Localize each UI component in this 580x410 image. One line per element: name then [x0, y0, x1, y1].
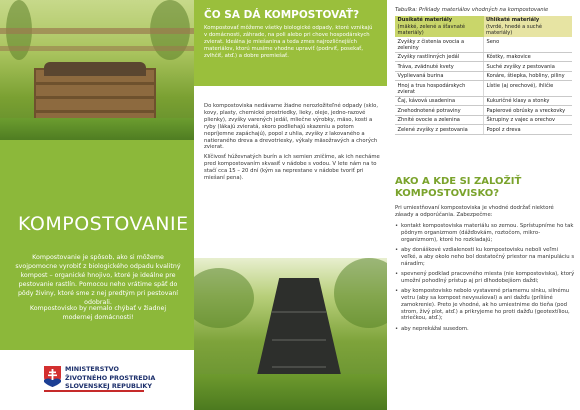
ministry-logo-block [0, 350, 194, 410]
table-row [395, 115, 572, 124]
table-row [395, 81, 572, 97]
ministry-name [65, 365, 155, 391]
ministry-line: MINISTERSTVO [65, 365, 119, 373]
plastic-composter-photo [194, 258, 387, 410]
section-title-line: KOMPOSTOVISKO? [395, 188, 500, 199]
table-header-carbon: Uhlíkaté materiály (tvrdé, hnedé a suché materiály) [484, 16, 573, 37]
foliage-shape [194, 268, 254, 328]
bin-slat [36, 82, 154, 85]
slogan-paragraph: Kompostovisko by nemalo chýbať v žiadnej modernej domácnosti! [29, 305, 167, 321]
table-cell: Hnoj a trus hospodárskych zvierat [395, 81, 484, 97]
compost-pile [44, 62, 146, 76]
intro-paragraph: Kompostovanie je spôsob, ako si môžeme svojpomocne vyrobiť z biologického odpadu kvalitný kompost – organické hnojivo, ktoré je ideálne pre pestovanie rastlín. Pomocou neho vrátime späť do pôdy živiny, ktoré sme z nej predtým pri pestovaní odobrali. [15, 254, 181, 306]
grass-strip [0, 118, 194, 140]
table-cell: Škrupiny z vajec a orechov [484, 115, 573, 124]
table-row [395, 52, 572, 61]
page-title: KOMPOSTOVANIE [18, 213, 189, 235]
bin-slat [36, 96, 154, 99]
what-to-compost-box [194, 0, 387, 86]
table-cell: Tráva, zvädnuté kvety [395, 62, 484, 71]
box-paragraph: Kompostovať môžeme všetky biologické odpady, ktoré vznikajú v domácnosti, záhrade, na poli alebo pri chove hospodárskych zvierat. Ideálna je miešanina a teda zmes najrozličnejších materiálov, ktorú musíme vhodne upraviť (podrviť, posekať, zvlhčiť, atď.) a dobre premiešať. [204, 25, 373, 59]
ministry-line: ŽIVOTNÉHO PROSTREDIA [65, 373, 156, 382]
table-row [395, 106, 572, 115]
table-cell: Znehodnotené potraviny [395, 106, 484, 115]
table-cell: Seno [484, 37, 573, 52]
section-title-line: AKO A KDE SI ZALOŽIŤ [395, 176, 522, 187]
ministry-line: SLOVENSKEJ REPUBLIKY [65, 382, 152, 391]
composter-vent [272, 311, 326, 313]
composter-vent [272, 339, 326, 341]
list-item: • aby kompostovisko nebolo vystavené priamemu slnku, silnému vetru (aby sa kompost nevysušoval) a ani dažďu (prílišné zamokrenie). Preto je vhodné, ak ho umiestnime do tieňa (pod strom, živý plot, atď.) a prikryjeme ho proti dažďu (geotextíliou, striečkou, atď.); [395, 288, 575, 323]
table-row [395, 62, 572, 71]
table-cell: Zvyšky rastlinných jedál [395, 52, 484, 61]
table-header-nitrogen: Dusíkaté materiály (mäkké, zelené a šťavnaté materiály) [395, 16, 484, 37]
fence-rail [0, 28, 194, 34]
section-title: ČO SA DÁ KOMPOSTOVAŤ? [204, 9, 360, 21]
table-cell: Zelené zvyšky z pestovania [395, 125, 484, 134]
garden-compost-photo [0, 0, 194, 140]
composter-vent [272, 366, 326, 368]
foliage-shape [334, 258, 387, 328]
table-cell: Suché zvyšky z pestovania [484, 62, 573, 71]
bin-slat [36, 110, 154, 113]
body-paragraph: Do kompostoviska nedávame žiadne nerozložiteľné odpady (sklo, kovy, plasty, chemické prostriedky, lieky, oleje, jedno-razové plienky), zvyšky varených jedál, mliečne výrobky, mäso, kosti a ryby (lákajú zvieratá, skoro podliehajú skazeniu a potom nepríjemne zapáchajú), popol z uhlia, zvyšky z lakovaného a natieraného dreva a drevotriesky, výkaly mäsožravých a chorých zvierat. [204, 103, 379, 151]
body-paragraph: Klíčivosť húževnatých burín a ich semien zničíme, ak ich necháme pred kompostovaním skvasiť v nádobe s vodou. V lete nám na to stačí cca 15 – 20 dní (kým sa neprestane v nádobe tvoriť pri miešaní pena). [204, 154, 380, 181]
table-cell: Zvyšky z čistenia ovocia a zeleniny [395, 37, 484, 52]
table-cell: Vyplievaná burina [395, 71, 484, 80]
table-cell: Konáre, štiepka, hobliny, piliny [484, 71, 573, 80]
list-item: • spevnený podklad pracovného miesta (nie kompostoviska), ktorý umožní pohodlný prístup aj pri dlhodobejšom daždi; [395, 271, 575, 285]
table-caption: Tabuľka: Príklady materiálov vhodných na kompostovanie [395, 7, 549, 13]
left-panel [0, 0, 194, 410]
table-row [395, 37, 572, 52]
table-row [395, 125, 572, 134]
right-panel [387, 0, 580, 410]
table-cell: Popol z dreva [484, 125, 573, 134]
table-cell: Kôstky, makovice [484, 52, 573, 61]
materials-table [395, 16, 572, 135]
section-title [395, 176, 521, 200]
middle-panel [194, 0, 387, 410]
logo-underline [44, 390, 144, 392]
table-cell: Lístie (aj orechové), ihličie [484, 81, 573, 97]
table-cell: Kukuričné klasy a stonky [484, 96, 573, 105]
list-item: • aby donáškové vzdialenosti ku kompostovisku neboli veľmi veľké, a aby okolo neho bol dostatočný priestor na manipuláciu s náradím; [395, 247, 575, 268]
table-header-row [395, 16, 572, 37]
table-cell: Zhnité ovocie a zelenina [395, 115, 484, 124]
coat-of-arms-icon [44, 366, 61, 387]
table-row [395, 71, 572, 80]
recommendations-list [395, 223, 575, 336]
fence-rail [0, 46, 194, 51]
list-item: • kontakt kompostoviska materiálu so zemou. Sprístupníme ho tak pôdnym organizmom (dážďovkám, roztočom, mikro-organizmom), ktoré ho rozkladajú; [395, 223, 575, 244]
table-row [395, 96, 572, 105]
table-cell: Papierové obrúsky a vreckovky [484, 106, 573, 115]
black-composter [254, 278, 344, 388]
intro-paragraph: Pri umiestňovaní kompostoviska je vhodné dodržať niektoré zásady a odporúčania. Zabezpečme: [395, 205, 554, 218]
grass-ground [194, 374, 387, 410]
list-item: • aby neprekážal susedom. [395, 326, 575, 333]
table-cell: Čaj, kávová usadenina [395, 96, 484, 105]
